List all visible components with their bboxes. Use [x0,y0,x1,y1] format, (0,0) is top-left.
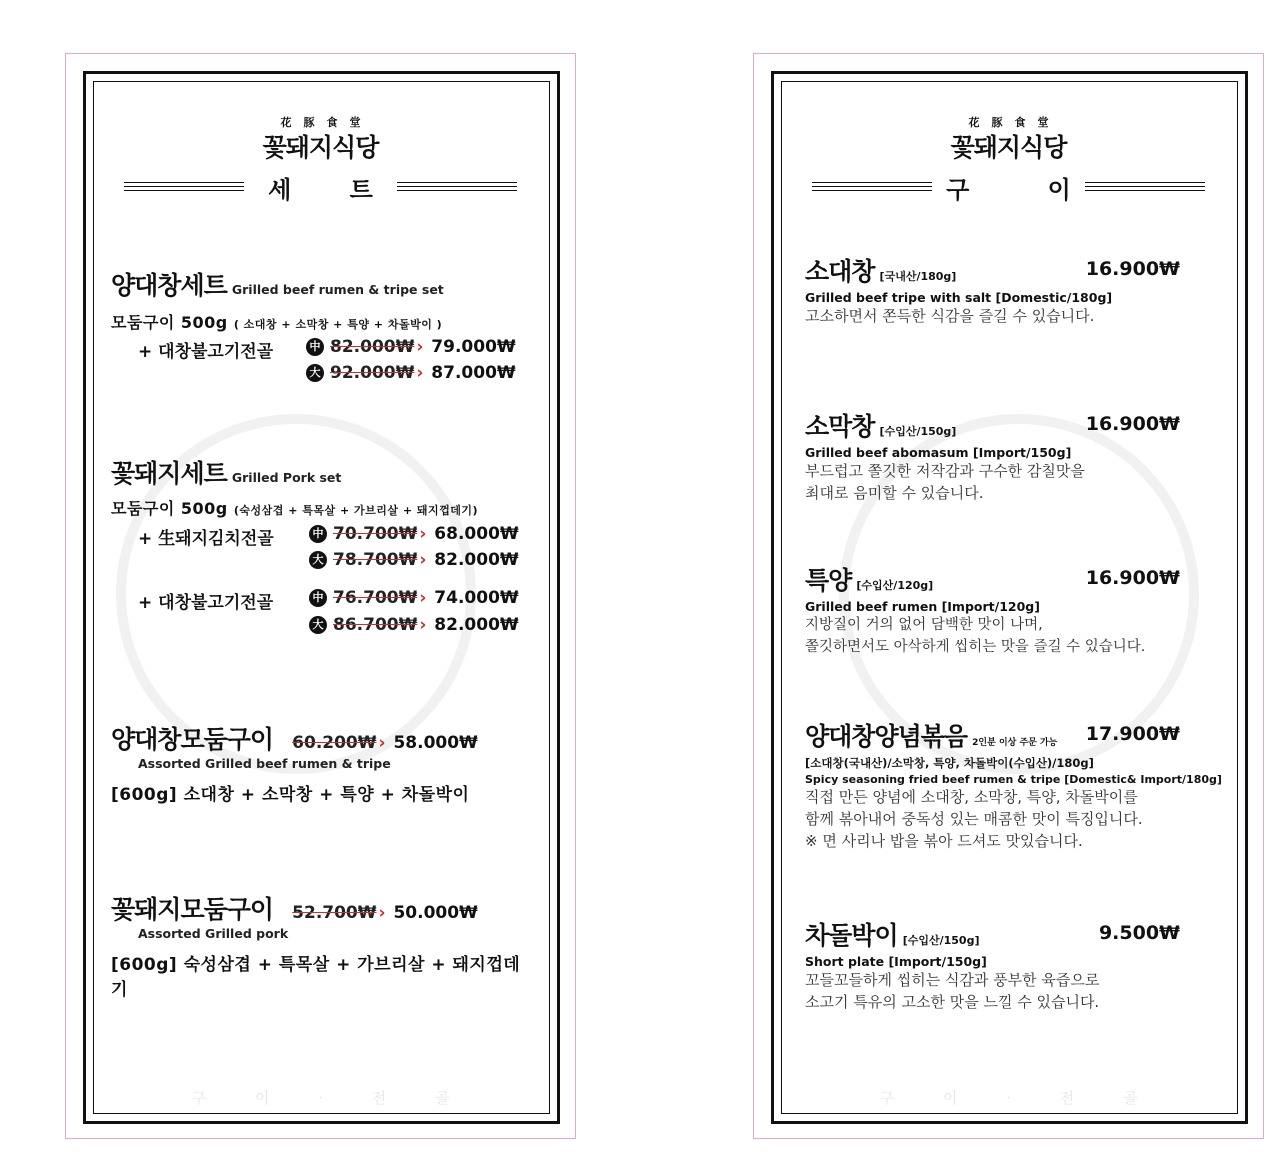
menu-item-beef-tripe [805,252,1180,327]
size-large-icon: 大 [309,551,327,569]
item-description: 부드럽고 쫄깃한 저작감과 구수한 감칠맛을 최대로 음미할 수 있습니다. [805,462,1085,502]
item-description: 지방질이 거의 없어 담백한 맛이 나며, 쫄깃하면서도 아삭하게 씹히는 맛을 즐길 수 있습니다. [805,617,1146,655]
item-english: Short plate [Import/150g] [805,954,987,969]
footer-caption: 구 이 · 전 골 [191,1089,472,1107]
item-title: 소대창 [805,257,875,286]
item-description: 직접 만든 양념에 소대창, 소막창, 특양, 차돌박이를 함께 볶아내어 중독성 있는 매콤한 맛이 특징입니다. ※ 면 사리나 밥을 볶아 드셔도 맛있습니다. [805,788,1143,850]
grill-menu-card [753,53,1264,1139]
item-origin: [국내산/180g] [879,270,957,283]
item-title: 양대창모둠구이 [111,725,274,754]
item-description: 고소하면서 쫀득한 식감을 즐길 수 있습니다. [805,307,1095,325]
item-price: 9.500₩ [1098,922,1180,944]
price-row: 中 70.700₩ › 68.000₩ [309,524,519,544]
footer-caption: 구 이 · 전 골 [879,1089,1160,1107]
new-price: 68.000₩ [434,524,519,544]
item-title: 꽃돼지세트 [111,459,227,488]
menu-item-pork-set [111,454,511,490]
item-title: 소막창 [805,412,875,441]
item-description: [600g] 소대창 + 소막창 + 특양 + 차돌박이 [111,785,470,805]
old-price: 52.700₩ [292,903,377,923]
new-price: 50.000₩ [393,903,478,923]
item-option: + 대창불고기전골 [138,342,274,362]
size-medium-icon: 中 [306,338,324,356]
item-title: 특양 [805,566,852,595]
item-origin: [수입산/150g] [902,934,980,947]
item-english: Assorted Grilled pork [138,926,289,941]
brand-hanja: 花豚食堂 [280,116,373,129]
new-price: 58.000₩ [393,733,478,753]
new-price: 87.000₩ [431,363,516,383]
section-title: 구 이 [946,176,1071,204]
menu-item-pork-assorted: 꽃돼지모둠구이 52.700₩ › 50.000₩ [111,895,478,924]
item-title: 양대창양념볶음 [805,722,968,751]
price-row: 大 92.000₩ › 87.000₩ [306,363,516,383]
new-price: 82.000₩ [434,615,519,635]
section-title: 세 트 [268,176,373,204]
price-row: 大 78.700₩ › 82.000₩ [309,550,519,570]
item-note: 2인분 이상 주문 가능 [972,738,1058,748]
set-menu-card [65,53,576,1139]
new-price: 74.000₩ [434,588,519,608]
price-row: 中 82.000₩ › 79.000₩ [306,337,516,357]
item-english: Spicy seasoning fried beef rumen & tripe [Domestic& Import/180g] [805,773,1222,786]
item-title: 꽃돼지모둠구이 [111,895,274,924]
item-composition: 모둠구이 500g (숙성삼겹 + 특목살 + 가브리살 + 돼지껍데기) [111,499,479,518]
item-composition: 모둠구이 500g ( 소대창 + 소막창 + 특양 + 차돌박이 ) [111,313,443,332]
size-medium-icon: 中 [309,525,327,543]
item-option: + 대창불고기전골 [138,593,274,613]
item-english: Grilled beef tripe with salt [Domestic/180g] [805,290,1113,305]
old-price: 82.000₩ [330,337,415,357]
new-price: 82.000₩ [434,550,519,570]
menu-item-beef-abomasum [805,407,1180,504]
price-row: 中 76.700₩ › 74.000₩ [309,588,519,608]
size-large-icon: 大 [309,616,327,634]
item-price: 17.900₩ [1085,723,1180,745]
size-medium-icon: 中 [309,589,327,607]
menu-item-beef-rumen [805,561,1180,658]
old-price: 92.000₩ [330,363,415,383]
item-description: 꼬들꼬들하게 씹히는 식감과 풍부한 육즙으로 소고기 특유의 고소한 맛을 느낄 수 있습니다. [805,971,1100,1011]
old-price: 60.200₩ [292,733,377,753]
item-price: 16.900₩ [1085,258,1180,280]
item-origin: [소대창(국내산)/소막창, 특양, 차돌박이(수입산)/180g] [805,756,1094,770]
item-english: Grilled beef rumen & tripe set [231,282,444,297]
brand-name: 꽃돼지식당 [950,133,1067,162]
item-origin: [수입산/150g] [879,425,957,438]
menu-item-beef-set [111,266,511,302]
item-english: Grilled beef rumen [Import/120g] [805,599,1040,614]
size-large-icon: 大 [306,364,324,382]
item-option: + 生돼지김치전골 [138,529,274,549]
item-description: [600g] 숙성삼겹 + 특목살 + 가브리살 + 돼지껍데기 [111,955,521,1000]
old-price: 78.700₩ [333,550,418,570]
old-price: 76.700₩ [333,588,418,608]
old-price: 86.700₩ [333,615,418,635]
menu-item-spicy-stirfry [805,717,1222,852]
new-price: 79.000₩ [431,337,516,357]
item-title: 차돌박이 [805,921,898,950]
item-english: Grilled Pork set [231,470,342,485]
brand-name: 꽃돼지식당 [262,133,379,162]
item-price: 16.900₩ [1085,413,1180,435]
old-price: 70.700₩ [333,524,418,544]
item-title: 양대창세트 [111,271,227,300]
menu-item-short-plate [805,916,1180,1013]
item-origin: [수입산/120g] [856,579,934,592]
item-english: Grilled beef abomasum [Import/150g] [805,445,1072,460]
price-row: 大 86.700₩ › 82.000₩ [309,615,519,635]
menu-item-beef-assorted: 양대창모둠구이 60.200₩ › 58.000₩ [111,725,478,754]
item-price: 16.900₩ [1085,567,1180,589]
item-english: Assorted Grilled beef rumen & tripe [138,756,391,771]
brand-hanja: 花豚食堂 [968,116,1061,129]
